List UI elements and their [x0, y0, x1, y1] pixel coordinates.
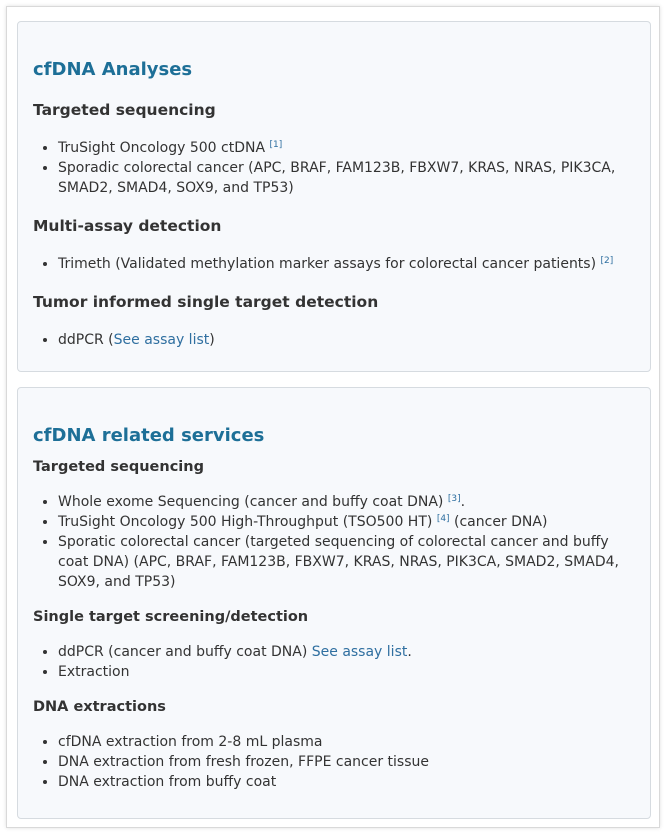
see-assay-list-link[interactable]: See assay list: [113, 332, 210, 348]
page-frame: [6, 6, 660, 828]
reference-link[interactable]: [3]: [447, 494, 461, 504]
list-item: • DNA extraction from fresh frozen, FFPE cancer tissue: [58, 752, 633, 772]
multi-assay-heading: Multi-assay detection: [33, 217, 222, 235]
list-item: • Extraction: [58, 662, 633, 682]
dna-extractions-list: [18, 732, 633, 792]
targeted-sequencing-heading: Targeted sequencing: [33, 459, 204, 475]
cfdna-services-card: [17, 387, 651, 819]
list-item: • TruSight Oncology 500 High-Throughput (TSO500 HT) [4] (cancer DNA): [58, 512, 633, 532]
tumor-informed-heading: Tumor informed single target detection: [33, 293, 379, 311]
section-title: cfDNA related services: [33, 425, 265, 446]
cfdna-analyses-card: [17, 21, 651, 372]
multi-assay-list: [18, 254, 633, 274]
targeted-sequencing-heading: Targeted sequencing: [33, 101, 216, 119]
dna-extractions-heading: DNA extractions: [33, 699, 166, 715]
list-item: • Whole exome Sequencing (cancer and buffy coat DNA) [3].: [58, 492, 633, 512]
list-item: • DNA extraction from buffy coat: [58, 772, 633, 792]
list-item: • ddPCR (See assay list): [58, 330, 633, 350]
targeted-sequencing-list: [18, 138, 633, 198]
reference-link[interactable]: [1]: [269, 140, 283, 150]
list-item: • cfDNA extraction from 2-8 mL plasma: [58, 732, 633, 752]
tumor-informed-list: [18, 330, 633, 350]
see-assay-list-link[interactable]: See assay list: [311, 644, 408, 660]
reference-link[interactable]: [4]: [436, 514, 450, 524]
reference-link[interactable]: [2]: [600, 256, 614, 266]
list-item: • Sporatic colorectal cancer (targeted sequencing of colorectal cancer and buffy coat DNA) (APC, BRAF, FAM123B, FBXW7, KRAS, NRAS, PIK3CA, SMAD2, SMAD4, SOX9, and TP53): [58, 532, 633, 592]
section-title: cfDNA Analyses: [33, 59, 193, 80]
list-item: • ddPCR (cancer and buffy coat DNA) See assay list.: [58, 642, 633, 662]
list-item: • TruSight Oncology 500 ctDNA [1]: [58, 138, 633, 158]
single-target-heading: Single target screening/detection: [33, 609, 309, 625]
targeted-sequencing-list: [18, 492, 633, 592]
list-item: • Sporadic colorectal cancer (APC, BRAF, FAM123B, FBXW7, KRAS, NRAS, PIK3CA, SMAD2, SMAD4, SOX9, and TP53): [58, 158, 633, 198]
list-item: • Trimeth (Validated methylation marker assays for colorectal cancer patients) [2]: [58, 254, 633, 274]
single-target-list: [18, 642, 633, 682]
